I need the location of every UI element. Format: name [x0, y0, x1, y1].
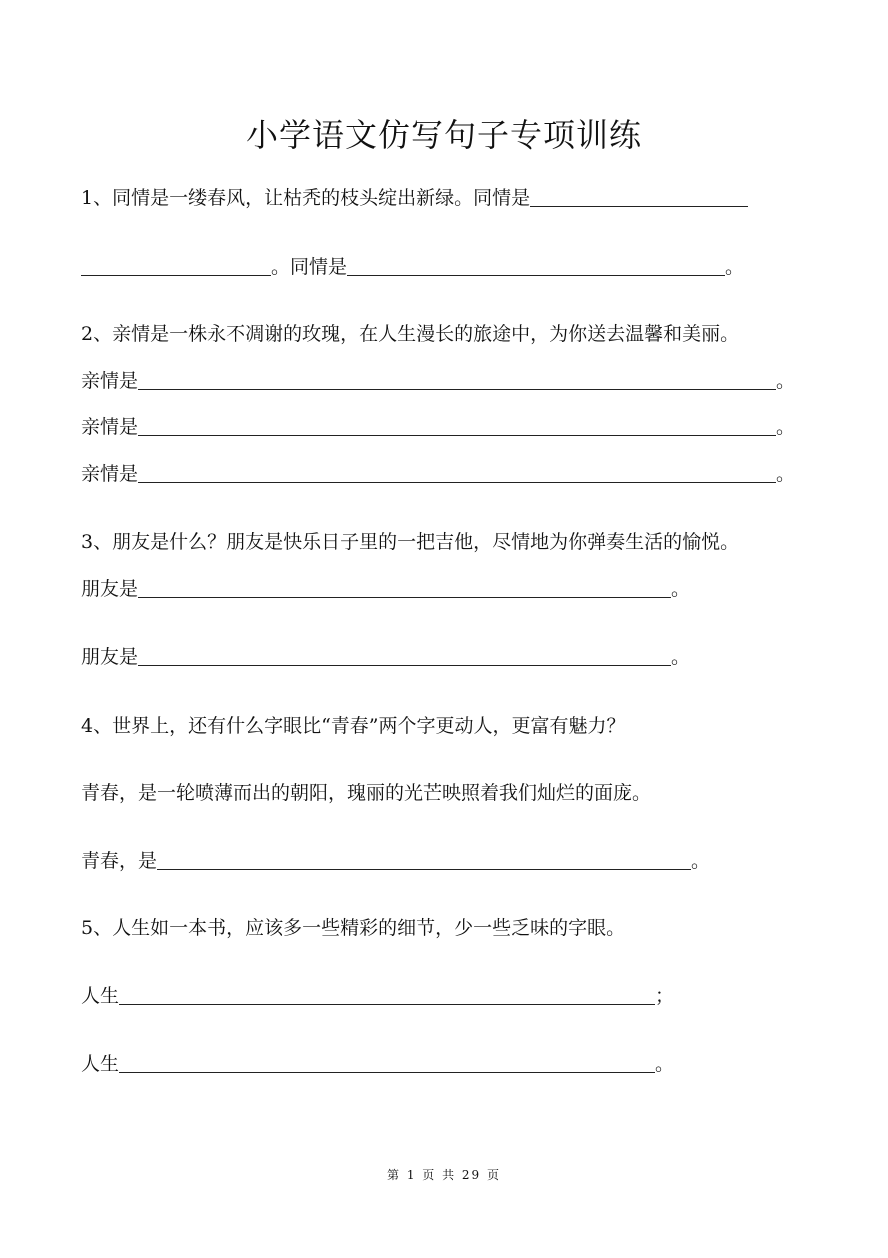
q4-line-example [81, 781, 651, 805]
q2-prompt: 2、亲情是一株永不凋谢的玫瑰，在人生漫长的旅途中，为你送去温馨和美丽。 [81, 323, 740, 345]
q4-end: 。 [691, 850, 711, 872]
q3-stem-1: 朋友是 [81, 578, 139, 600]
q3-end-1: 。 [671, 578, 691, 600]
q1-blank-1[interactable] [530, 186, 748, 207]
q5-stem-2: 人生 [81, 1053, 120, 1075]
q2-end-2: 。 [776, 416, 796, 438]
q2-answer-1 [81, 369, 795, 393]
q2-line-prompt [81, 322, 739, 346]
q3-answer-1 [81, 577, 690, 601]
q4-line-prompt [81, 714, 626, 738]
q3-stem-2: 朋友是 [81, 646, 139, 668]
q5-line-prompt [81, 916, 625, 940]
q2-stem-2: 亲情是 [81, 416, 139, 438]
q2-blank-2[interactable] [138, 415, 776, 436]
q1-prompt: 1、同情是一缕春风，让枯秃的枝头绽出新绿。同情是 [81, 187, 531, 209]
q4-blank[interactable] [157, 849, 691, 870]
q5-blank-2[interactable] [119, 1052, 655, 1073]
q5-answer-2 [81, 1052, 674, 1076]
q2-blank-1[interactable] [138, 369, 776, 390]
q5-end-2: 。 [655, 1053, 675, 1075]
q2-blank-3[interactable] [138, 462, 776, 483]
q3-blank-1[interactable] [138, 577, 671, 598]
page-title: 小学语文仿写句子专项训练 [245, 116, 642, 154]
q3-prompt: 3、朋友是什么？朋友是快乐日子里的一把吉他，尽情地为你弹奏生活的愉悦。 [81, 531, 740, 553]
q3-line-prompt [81, 530, 739, 554]
q5-end-1: ； [655, 985, 675, 1007]
page-footer: 第 1 页 共 29 页 [387, 1168, 501, 1182]
q4-prompt: 4、世界上，还有什么字眼比“青春”两个字更动人，更富有魅力？ [81, 715, 626, 737]
q2-answer-3 [81, 462, 795, 486]
q5-stem-1: 人生 [81, 985, 120, 1007]
q4-stem: 青春，是 [81, 850, 158, 872]
q3-answer-2 [81, 645, 690, 669]
q2-stem-3: 亲情是 [81, 463, 139, 485]
q2-end-1: 。 [776, 370, 796, 392]
q4-answer [81, 849, 710, 873]
q5-blank-1[interactable] [119, 984, 655, 1005]
q3-end-2: 。 [671, 646, 691, 668]
q1-mid-text: 。同情是 [271, 256, 348, 278]
q5-answer-1 [81, 984, 674, 1008]
q2-answer-2 [81, 415, 795, 439]
q1-line-1 [81, 186, 748, 210]
q1-end: 。 [725, 256, 745, 278]
q2-end-3: 。 [776, 463, 796, 485]
q2-stem-1: 亲情是 [81, 370, 139, 392]
q1-blank-2[interactable] [81, 255, 271, 276]
q1-line-2 [81, 255, 744, 279]
q5-prompt: 5、人生如一本书，应该多一些精彩的细节，少一些乏味的字眼。 [81, 917, 626, 939]
q3-blank-2[interactable] [138, 645, 671, 666]
q4-example: 青春，是一轮喷薄而出的朝阳，瑰丽的光芒映照着我们灿烂的面庞。 [81, 782, 652, 804]
q1-blank-3[interactable] [347, 255, 725, 276]
